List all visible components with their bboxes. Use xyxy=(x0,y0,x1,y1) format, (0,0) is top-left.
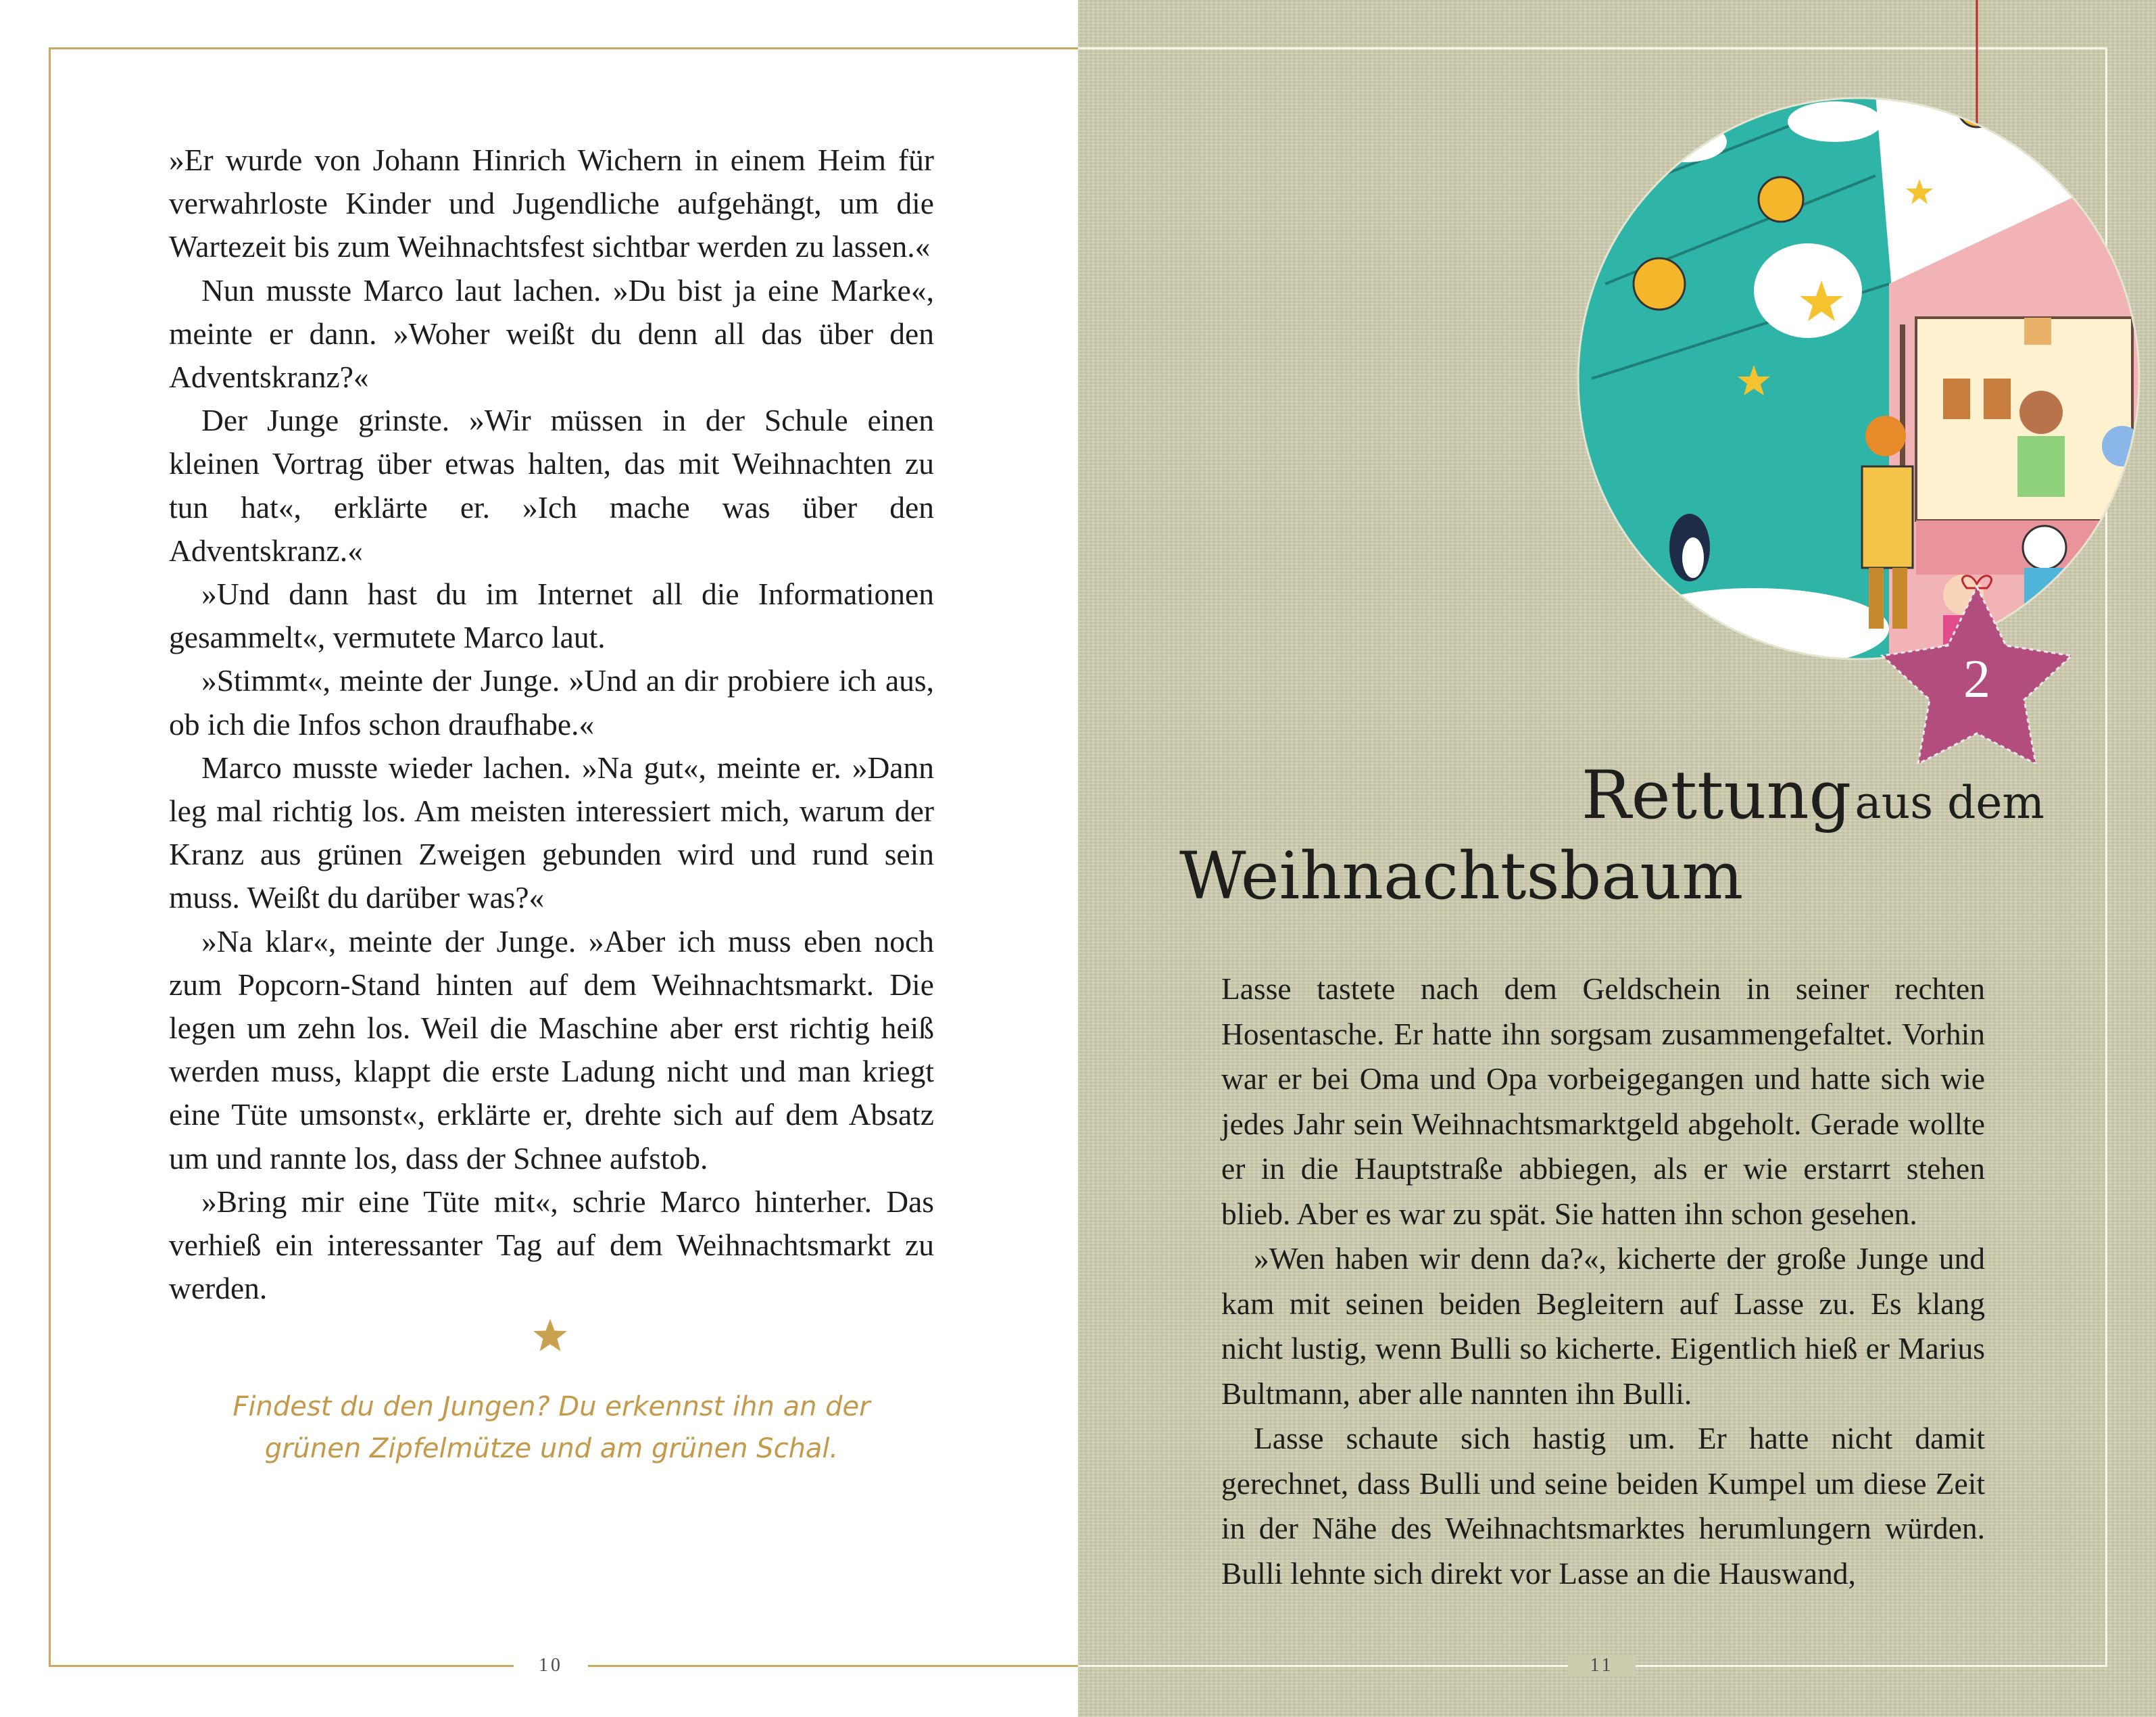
title-word: Rettung xyxy=(1581,757,1852,834)
paragraph: Lasse schaute sich hastig um. Er hatte nicht damit gerechnet, dass Bulli und seine beiden Kumpel um diese Zeit in der Nähe des Weihnachtsmarktes herumlungern würden. Bulli lehnte sich direkt vor Lasse an die Hauswand, xyxy=(1221,1421,1985,1591)
paragraph: »Na klar«, meinte der Junge. »Aber ich muss eben noch zum Popcorn-Stand hinten auf dem Weihnachtsmarkt. Die legen um zehn los. Weil die Maschine aber erst richtig heiß werden muss, klappt die erste Ladung nicht und man kriegt eine Tüte umsonst«, erklärte er, drehte sich auf dem Absatz um und rannte los, dass der Schnee aufstob. xyxy=(169,923,934,1176)
page-number-left: 10 xyxy=(514,1655,588,1676)
title-line-2: Weihnachtsbaum xyxy=(1179,838,1744,914)
paragraph: »Bring mir eine Tüte mit«, schrie Marco hinterher. Das verhieß ein interessanter Tag auf dem Weihnachtsmarkt zu werden. xyxy=(169,1184,934,1306)
paragraph: »Er wurde von Johann Hinrich Wichern in einem Heim für verwahrloste Kinder und Jugendliche aufgehängt, um die Wartezeit bis zum Weihnachtsfest sichtbar werden zu lassen.« xyxy=(169,143,934,264)
paragraph: Der Junge grinste. »Wir müssen in der Schule einen kleinen Vortrag über etwas halten, das mit Weihnachten zu tun hat«, erklärte er. »Ich mache was über den Adventskranz.« xyxy=(169,403,934,568)
paragraph: Lasse tastete nach dem Geldschein in seiner rechten Hosentasche. Er hatte ihn sorgsam zusammengefaltet. Vorhin war er bei Oma und Opa vorbeigegangen und hatte sich wie jedes Jahr sein Weihnachtsmarktgeld abgeholt. Gerade wollte er in die Hauptstraße abbiegen, als er wie erstarrt stehen blieb. Aber es war zu spät. Sie hatten ihn schon gesehen. xyxy=(1221,971,1985,1231)
title-line-1 xyxy=(1179,757,2058,834)
star-divider-icon xyxy=(531,1317,569,1355)
christmas-market-illustration xyxy=(1551,54,2153,669)
chapter-number: 2 xyxy=(1963,650,1990,709)
paragraph: Nun musste Marco laut lachen. »Du bist ja eine Marke«, meinte er dann. »Woher weißt du denn all das über den Adventskranz?« xyxy=(169,272,934,395)
hint-line: Findest du den Jungen? Du erkennst ihn an der xyxy=(232,1391,871,1422)
hint-line: grünen Zipfelmütze und am grünen Schal. xyxy=(264,1433,839,1464)
left-body-text xyxy=(169,139,934,1310)
paragraph: Marco musste wieder lachen. »Na gut«, meinte er. »Dann leg mal richtig los. Am meisten interessiert mich, warum der Kranz aus grünen Zweigen gebunden wird und rund sein muss. Weißt du darüber was?« xyxy=(169,750,934,915)
paragraph: »Wen haben wir denn da?«, kicherte der große Junge und kam mit seinen beiden Begleitern auf Lasse zu. Es klang nicht lustig, wenn Bulli so kicherte. Eigentlich hieß er Marius Bultmann, aber alle nannten ihn Bulli. xyxy=(1221,1241,1985,1411)
title-word: aus dem xyxy=(1855,777,2044,829)
page-number-right: 11 xyxy=(1568,1655,1636,1676)
paragraph: »Und dann hast du im Internet all die Informationen gesammelt«, vermutete Marco laut. xyxy=(169,577,934,655)
hint-text xyxy=(169,1386,934,1470)
right-page xyxy=(1078,0,2156,1717)
right-body-text xyxy=(1221,967,1985,1596)
paragraph: »Stimmt«, meinte der Junge. »Und an dir probiere ich aus, ob ich die Infos schon draufhabe.« xyxy=(169,663,934,742)
